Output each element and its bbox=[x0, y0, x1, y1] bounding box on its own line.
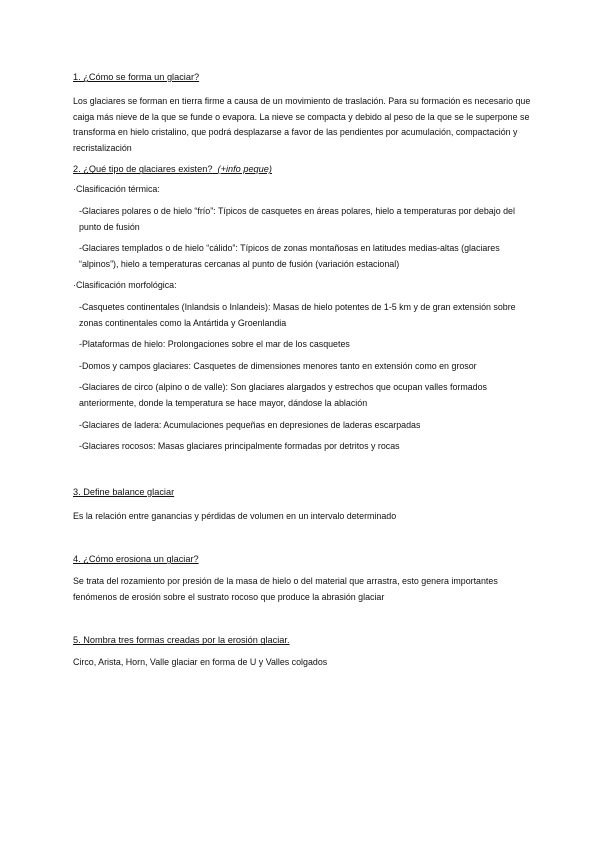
question-1-title: 1. ¿Cómo se forma un glaciar? bbox=[73, 72, 200, 82]
question-5-title: 5. Nombra tres formas creadas por la erosión glaciar. bbox=[73, 635, 290, 646]
morpho-item-cirque-glaciers: -Glaciares de circo (alpino o de valle): Son glaciares alargados y estrechos que ocupan valles formados anteriormente, donde la temperatura se hace mayor, dándose la ablación bbox=[79, 382, 487, 408]
question-2-title-text: 2. ¿Qué tipo de glaciares existen? bbox=[73, 164, 213, 175]
morpho-item-ice-sheets: -Casquetes continentales (Inlandsis o Inlandeis): Masas de hielo potentes de 1-5 km y de gran extensión sobre zonas continentales como la Antártida y Groenlandia bbox=[79, 301, 516, 328]
morpho-item-rock-glaciers: -Glaciares rocosos: Masas glaciares principalmente formadas por detritos y rocas bbox=[79, 441, 400, 452]
answer-1: Los glaciares se forman en tierra firme a causa de un movimiento de traslación. Para su formación es necesario que caiga más nieve de la que se funde o evapora. La nieve se compacta y debido al peso de la que se le superpone se transforma en hielo cristalino, que podrá desplazarse a favor de las pendientes por acumulación, compactación y recristalización bbox=[73, 96, 531, 153]
answer-4: Se trata del rozamiento por presión de la masa de hielo o del material que arrastra, esto genera importantes fenómenos de erosión sobre el sustrato rocoso que produce la abrasión glaciar bbox=[73, 576, 498, 602]
morphological-classification-heading: ·Clasificación morfológica: bbox=[73, 280, 177, 291]
thermal-item-polar: -Glaciares polares o de hielo “frío”: Típicos de casquetes en áreas polares, hielo a temperaturas por debajo del punto de fusión bbox=[79, 205, 515, 232]
question-2-title bbox=[73, 162, 533, 176]
morpho-item-domes: -Domos y campos glaciares: Casquetes de dimensiones menores tanto en extensión como en grosor bbox=[79, 360, 477, 371]
document-page bbox=[73, 70, 533, 671]
morpho-item-ice-shelves: -Plataformas de hielo: Prolongaciones sobre el mar de los casquetes bbox=[79, 339, 350, 350]
thermal-classification-heading: ·Clasificación térmica: bbox=[73, 184, 160, 195]
question-2-note: (+info peque) bbox=[217, 164, 272, 175]
question-3-title: 3. Define balance glaciar bbox=[73, 486, 175, 497]
thermal-item-temperate: -Glaciares templados o de hielo “cálido”: Típicos de zonas montañosas en latitudes medias-altas (glaciares “alpinos”), hielo a temperaturas cercanas al punto de fusión (variación estacional) bbox=[79, 243, 500, 269]
question-4-title: 4. ¿Cómo erosiona un glaciar? bbox=[73, 554, 199, 565]
morpho-item-slope-glaciers: -Glaciares de ladera: Acumulaciones pequeñas en depresiones de laderas escarpadas bbox=[79, 419, 421, 430]
answer-3: Es la relación entre ganancias y pérdidas de volumen en un intervalo determinado bbox=[73, 510, 397, 521]
answer-5: Circo, Arista, Horn, Valle glaciar en forma de U y Valles colgados bbox=[73, 657, 328, 668]
